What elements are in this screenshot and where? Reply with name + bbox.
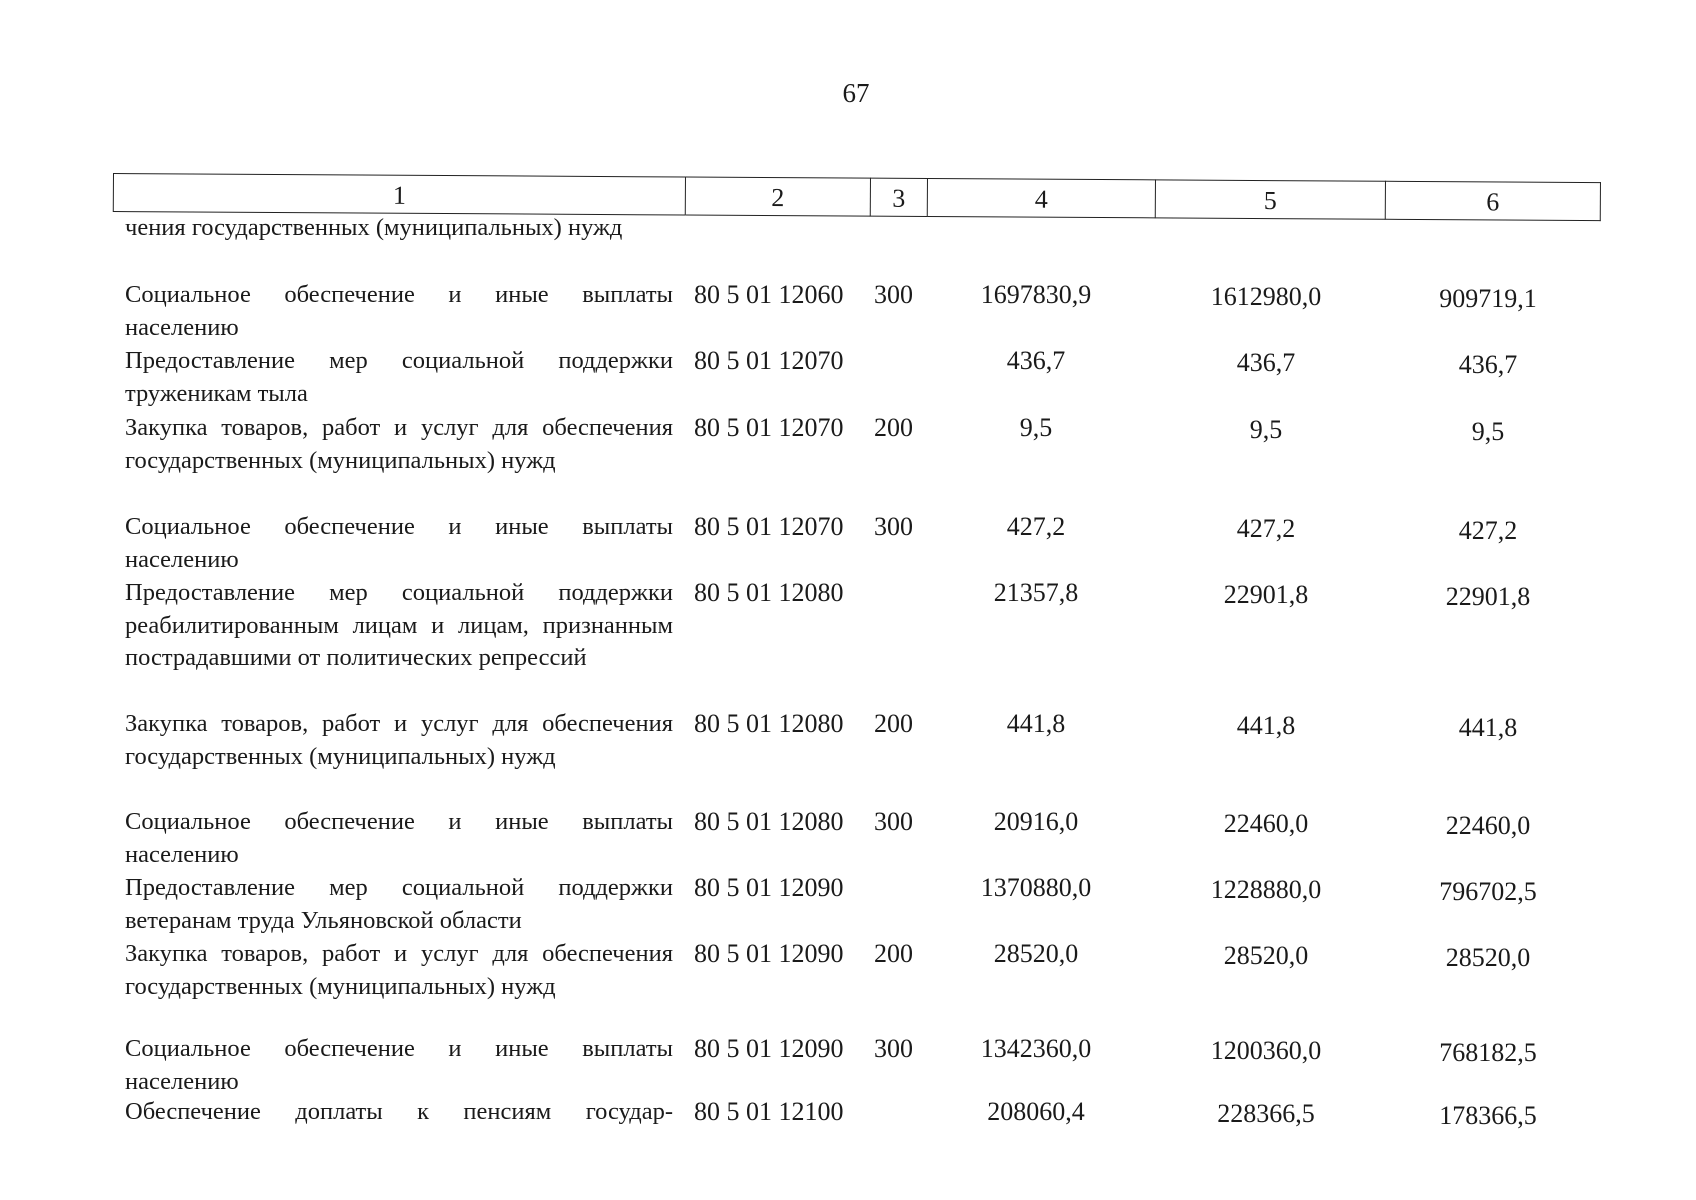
row-value-4: 20916,0 [993,807,1079,836]
header-col-2: 2 [686,177,871,217]
row-code: 80 5 01 12090 [694,873,844,902]
row-name: Предоставление мер социальной поддержки труженикам тыла [125,347,673,407]
row-code: 80 5 01 12090 [694,939,844,968]
row-value-4: 1370880,0 [980,873,1092,902]
row-value-5: 1612980,0 [1210,282,1322,311]
row-value-4: 427,2 [1006,512,1066,541]
row-value-6: 796702,5 [1439,877,1537,906]
row-type: 300 [874,1034,913,1063]
row-value-5: 1200360,0 [1210,1036,1322,1065]
row-value-4: 9,5 [1019,413,1053,442]
row-code: 80 5 01 12080 [694,578,844,607]
row-value-4: 21357,8 [993,578,1079,607]
row-value-6: 909719,1 [1439,284,1537,313]
row-value-5: 22460,0 [1223,809,1309,838]
row-name: Обеспечение доплаты к пенсиям государ- [125,1098,673,1125]
row-value-4: 1697830,9 [980,280,1092,309]
row-code: 80 5 01 12070 [694,413,844,442]
header-col-3: 3 [871,178,928,217]
row-code: 80 5 01 12090 [694,1034,844,1063]
row-name: Закупка товаров, работ и услуг для обеспечения государственных (муниципальных) нужд [125,710,673,770]
row-value-4: 208060,4 [987,1097,1085,1126]
row-code: 80 5 01 12070 [694,512,844,541]
row-type: 300 [874,280,913,309]
row-type: 300 [874,512,913,541]
row-type: 300 [874,807,913,836]
row-name: Социальное обеспечение и иные выплаты населению [125,281,673,341]
row-name: Предоставление мер социальной поддержки ветеранам труда Ульяновской области [125,874,673,934]
header-col-4: 4 [928,178,1156,218]
row-value-6: 28520,0 [1445,943,1531,972]
row-value-4: 436,7 [1006,346,1066,375]
row-name: Предоставление мер социальной поддержки реабилитированным лицам и лицам, признанным пострадавшими от политических репрессий [125,579,673,671]
row-code: 80 5 01 12080 [694,709,844,738]
row-value-6: 9,5 [1471,417,1505,446]
row-value-6: 22460,0 [1445,811,1531,840]
row-value-4: 1342360,0 [980,1034,1092,1063]
row-value-6: 178366,5 [1439,1101,1537,1130]
row-name: чения государственных (муниципальных) нужд [125,214,623,241]
row-value-4: 441,8 [1006,709,1066,738]
row-code: 80 5 01 12100 [694,1097,844,1126]
row-value-5: 22901,8 [1223,580,1309,609]
row-name: Социальное обеспечение и иные выплаты населению [125,808,673,868]
row-value-5: 441,8 [1236,711,1296,740]
row-value-6: 427,2 [1458,516,1518,545]
page-number: 67 [842,78,870,108]
row-name: Социальное обеспечение и иные выплаты населению [125,513,673,573]
row-value-6: 436,7 [1458,350,1518,379]
row-type: 200 [874,413,913,442]
header-col-1: 1 [113,173,686,215]
row-code: 80 5 01 12080 [694,807,844,836]
row-value-6: 441,8 [1458,713,1518,742]
row-value-6: 768182,5 [1439,1038,1537,1067]
row-type: 200 [874,939,913,968]
row-value-5: 436,7 [1236,348,1296,377]
header-col-6: 6 [1386,181,1601,221]
row-value-5: 28520,0 [1223,941,1309,970]
row-value-5: 1228880,0 [1210,875,1322,904]
row-value-4: 28520,0 [993,939,1079,968]
row-value-5: 427,2 [1236,514,1296,543]
header-col-5: 5 [1156,179,1386,219]
row-value-5: 9,5 [1249,415,1283,444]
row-value-6: 22901,8 [1445,582,1531,611]
row-value-5: 228366,5 [1217,1099,1315,1128]
row-type: 200 [874,709,913,738]
row-code: 80 5 01 12070 [694,346,844,375]
row-name: Социальное обеспечение и иные выплаты населению [125,1035,673,1095]
row-name: Закупка товаров, работ и услуг для обеспечения государственных (муниципальных) нужд [125,414,673,474]
row-code: 80 5 01 12060 [694,280,844,309]
row-name: Закупка товаров, работ и услуг для обеспечения государственных (муниципальных) нужд [125,940,673,1000]
